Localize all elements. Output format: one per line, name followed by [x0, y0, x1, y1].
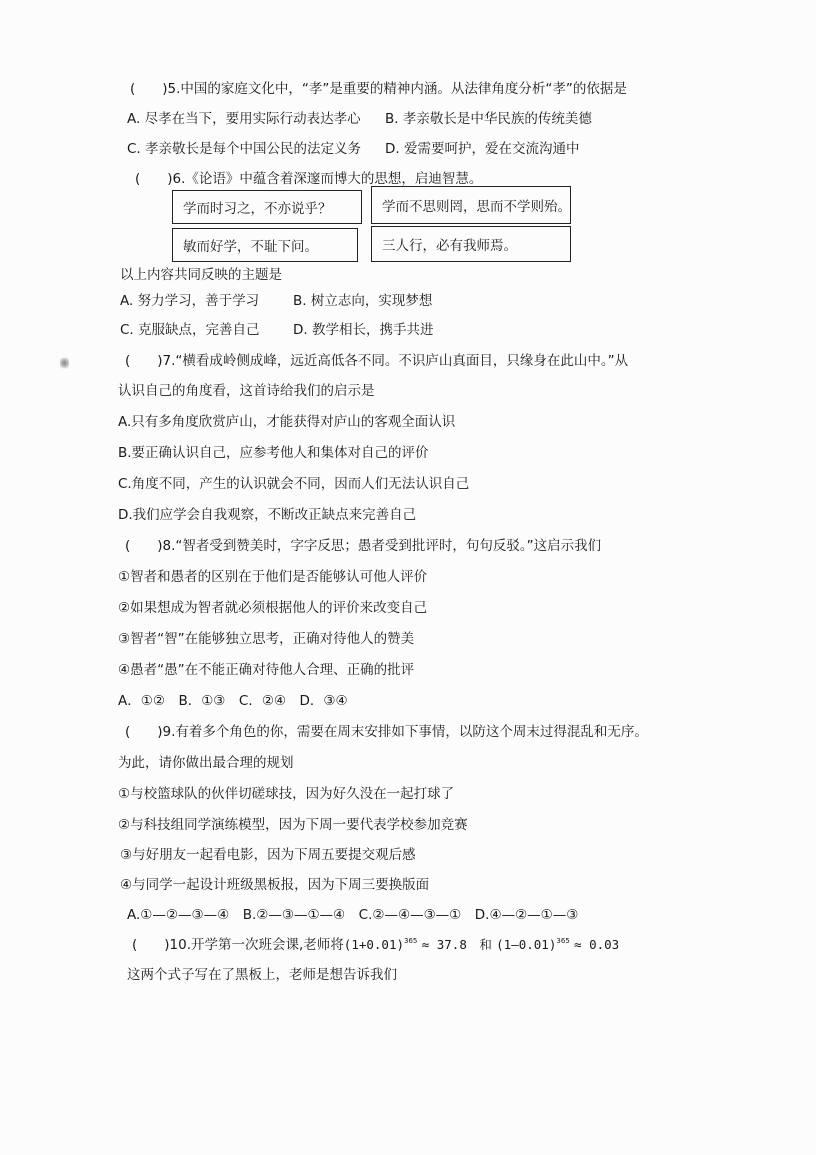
q8-statement-4: ④愚者“愚”在不能正确对待他人合理、正确的批评 — [118, 662, 415, 678]
q5-option-c: C. 孝亲敬长是每个中国公民的法定义务 — [127, 141, 362, 157]
q8-stem: ( )8.“智者受到赞美时，字字反思；愚者受到批评时，句句反驳。”这启示我们 — [125, 538, 602, 554]
q10-approx-2: ≈ 0.03 — [574, 937, 620, 952]
q9-options: A.①—②—③—④ B.②—③—①—④ C.②—④—③—① D.④—②—①—③ — [127, 907, 579, 923]
q7-option-d: D.我们应学会自我观察，不断改正缺点来完善自己 — [118, 507, 417, 523]
q7-stem: ( )7.“横看成岭侧成峰，远近高低各不同。不识庐山真面目，只缘身在此山中。”从 — [125, 353, 629, 369]
q9-item-2: ②与科技组同学演练模型，因为下周一要代表学校参加竞赛 — [118, 817, 468, 833]
q5-option-b: B. 孝亲敬长是中华民族的传统美德 — [385, 111, 592, 127]
q6-option-b: B. 树立志向，实现梦想 — [293, 293, 433, 309]
q8-options: A．①② B．①③ C．②④ D．③④ — [118, 693, 348, 709]
q9-item-1: ①与校篮球队的伙伴切磋球技，因为好久没在一起打球了 — [118, 786, 455, 802]
q7-stem-continued: 认识自己的角度看，这首诗给我们的启示是 — [118, 383, 375, 399]
q10-exponent-1: 365 — [404, 937, 418, 945]
q10-approx-1: ≈ 37.8 和 — [421, 937, 492, 952]
q10-exponent-2: 365 — [556, 937, 570, 945]
q7-option-a: A.只有多角度欣赏庐山，才能获得对庐山的客观全面认识 — [118, 414, 456, 430]
q6-quote-box-3: 敏而好学，不耻下问。 — [172, 228, 358, 262]
q9-stem-continued: 为此，请你做出最合理的规划 — [118, 755, 294, 771]
q8-statement-1: ①智者和愚者的区别在于他们是否能够认可他人评价 — [118, 569, 428, 585]
q6-option-d: D. 教学相长，携手共进 — [293, 322, 434, 338]
q6-prompt: 以上内容共同反映的主题是 — [120, 267, 282, 283]
q5-option-a: A. 尽孝在当下，要用实际行动表达孝心 — [127, 111, 361, 127]
q6-quote-box-2: 学而不思则罔，思而不学则殆。 — [371, 186, 571, 224]
q10-stem-text: ( )10.开学第一次班会课,老师将 — [132, 937, 344, 953]
q5-stem: ( )5.中国的家庭文化中，“孝”是重要的精神内涵。从法律角度分析“孝”的依据是 — [130, 81, 627, 97]
q8-statement-2: ②如果想成为智者就必须根据他人的评价来改变自己 — [118, 600, 428, 616]
q6-option-a: A. 努力学习，善于学习 — [120, 293, 260, 309]
q8-statement-3: ③智者“智”在能够独立思考，正确对待他人的赞美 — [118, 631, 415, 647]
q6-quote-box-4: 三人行，必有我师焉。 — [371, 226, 571, 262]
q9-item-3: ③与好朋友一起看电影，因为下周五要提交观后感 — [120, 847, 416, 863]
q10-stem — [132, 936, 619, 956]
q7-option-c: C.角度不同，产生的认识就会不同，因而人们无法认识自己 — [118, 476, 470, 492]
q9-stem: ( )9.有着多个角色的你，需要在周末安排如下事情，以防这个周末过得混乱和无序。 — [125, 724, 648, 740]
q7-option-b: B.要正确认识自己，应参考他人和集体对自己的评价 — [118, 445, 429, 461]
q10-formula-1: (1+0.01) — [343, 937, 405, 952]
q10-formula-2: (1—0.01) — [496, 937, 557, 952]
q10-stem-continued: 这两个式子写在了黑板上，老师是想告诉我们 — [127, 967, 397, 983]
q9-item-4: ④与同学一起设计班级黑板报，因为下周三要换版面 — [120, 877, 430, 893]
scan-speck — [60, 356, 69, 370]
q6-stem: ( )6.《论语》中蕴含着深邃而博大的思想，启迪智慧。 — [135, 171, 483, 187]
q5-option-d: D. 爱需要呵护，爱在交流沟通中 — [385, 141, 580, 157]
q6-quote-box-1: 学而时习之，不亦说乎？ — [172, 190, 362, 224]
q6-option-c: C. 克服缺点，完善自己 — [120, 322, 260, 338]
